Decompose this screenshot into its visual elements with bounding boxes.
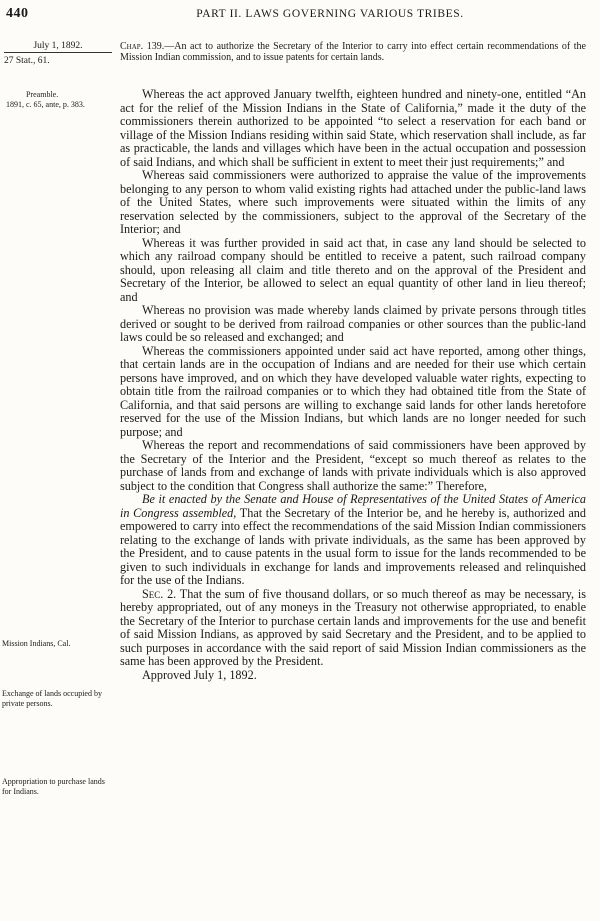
margin-note-mission-indians: Mission Indians, Cal. (2, 639, 71, 648)
enacting-clause: Be it enacted by the Senate and House of Representatives of the United States of America in Congress assembled, (120, 492, 586, 520)
citation-statute: 27 Stat., 61. (4, 56, 50, 66)
preamble-paragraph-2: Whereas said commissioners were authorized to appraise the value of the improvements belonging to any person to whom valid existing rights had attached under the public-land laws of the United States, where such improvements were situated within the limits of any reservation selected by the commissioners, subject to the approval of the Secretary of the Interior; and (120, 168, 586, 236)
page-number: 440 (6, 6, 29, 21)
preamble-paragraph-6: Whereas the report and recommendations of said commissioners have been approved by the Secretary of the Interior and the President, “except so much thereof as relates to the purchase of lands from and exchange of lands with private individuals which is also approved subject to the condition that Congress shall authorize the same:” Therefore, (120, 438, 586, 493)
approval-line: Approved July 1, 1892. (142, 667, 257, 682)
preamble-paragraph-3: Whereas it was further provided in said act that, in case any land should be selected to which any railroad company should be entitled to receive a patent, such railroad company should, upon releasing all claim and title thereto and on the approval of the President and Secretary of the Interior, be allowed to select an equal quantity of other land in lieu thereof; and (120, 235, 586, 304)
act-text (120, 88, 586, 682)
section-2-text: That the sum of five thousand dollars, or so much thereof as may be necessary, is hereby appropriated, out of any moneys in the Treasury not otherwise appropriated, to enable the Secretary of the Interior to purchase certain lands and improvements for the use and benefit of said Mission Indians, as approved by said Secretary and the President, and to be applied to such purposes in accordance with the said report of said Mission Indian commissioners as the same has been approved by the President. (120, 586, 586, 668)
preamble-paragraph-5: Whereas the commissioners appointed under said act have reported, among other things, that certain lands are in the occupation of Indians and are needed for their use which certain persons have improved, and on which they have developed valuable water rights, expecting to obtain title from the railroad companies or to which they had obtained title from the State of California, and that said persons are willing to exchange said lands for other lands heretofore reserved for the use of the Mission Indians, but which lands are no longer needed for such purpose; and (120, 343, 586, 439)
section-2-label: Sec. 2. (142, 586, 177, 601)
margin-note-exchange: Exchange of lands occupied by private persons. (2, 689, 102, 708)
margin-note-preamble-title: Preamble. (26, 90, 59, 99)
chapter-label: Chap. 139. (120, 41, 165, 52)
margin-note-preamble-ref: 1891, c. 65, ante, p. 383. (6, 99, 85, 109)
chapter-heading (120, 41, 586, 63)
citation-date: July 1, 1892. (4, 41, 112, 53)
section-2-paragraph (120, 588, 586, 669)
citation-box (4, 41, 112, 66)
chapter-title: —An act to authorize the Secretary of the Interior to carry into effect certain recommendations of the Mission Indian commission, and to issue patents for certain lands. (120, 41, 586, 63)
margin-note-preamble (2, 90, 114, 109)
section-1-text: That the Secretary of the Interior be, and he hereby is, authorized and empowered to carry into effect the recommendations of the said Mission Indian commissioners relating to the exchange of lands with private individuals, as the same has been approved by the President, and to cause patents in the usual form to issue for the lands recommended to be given to such individuals in exchange for lands and improvements released and relinquished for the use of the Indians. (120, 505, 586, 587)
margin-note-appropriation: Appropriation to purchase lands for Indians. (2, 777, 105, 796)
enacting-paragraph (120, 493, 586, 588)
preamble-paragraph-1: Whereas the act approved January twelfth, eighteen hundred and ninety-one, entitled “An act for the relief of the Mission Indians in the State of California,” made it the duty of the commissioners therein authorized to be appointed “to select a reservation for each band or village of the Mission Indians residing within said State, which reservation shall include, as far as practicable, the lands and villages which have been in the actual occupation and possession of said Indians, and which shall be sufficient in extent to meet their just requirements;” and (120, 87, 586, 169)
preamble-paragraph-4: Whereas no provision was made whereby lands claimed by private persons through titles derived or sought to be derived from railroad companies or other sources than the public-land laws could be so released and exchanged; and (120, 303, 586, 344)
running-head: PART II. LAWS GOVERNING VARIOUS TRIBES. (196, 8, 464, 20)
